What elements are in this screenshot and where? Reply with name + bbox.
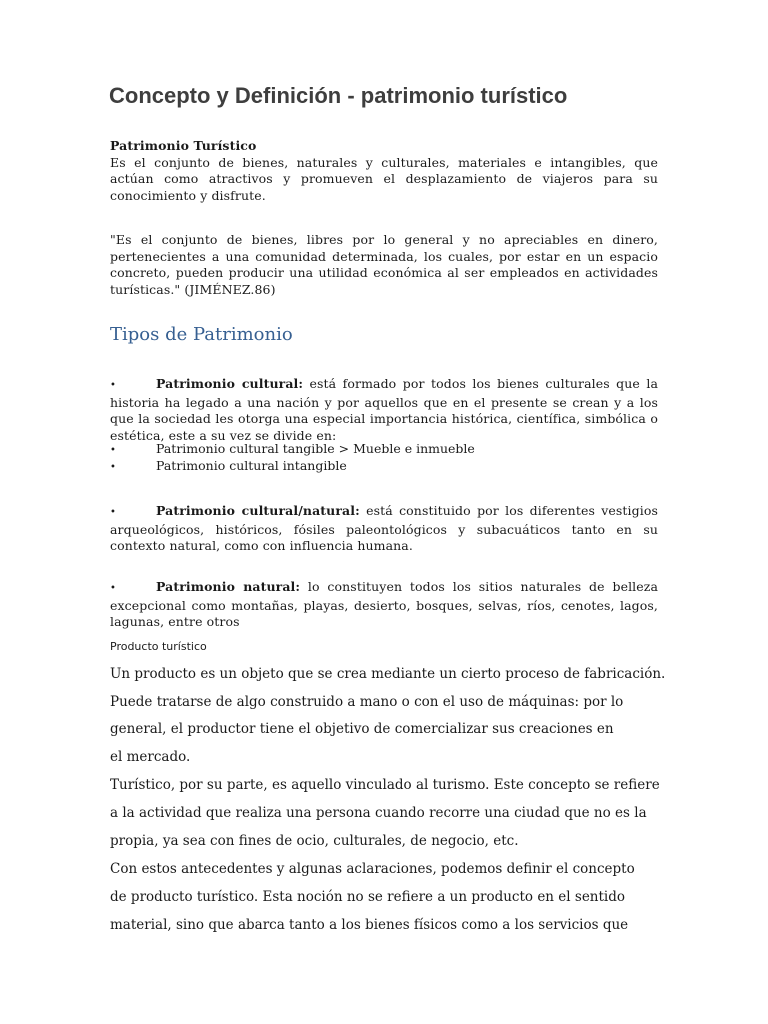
bullet-icon: • (110, 462, 116, 473)
sub-item-intangible (110, 458, 658, 477)
sub-item-label: Patrimonio cultural tangible > Mueble e inmueble (156, 441, 475, 456)
definition-body: Es el conjunto de bienes, naturales y culturales, materiales e intangibles, que actúan como atractivos y promueven el desplazamiento de viajeros para su conocimiento y disfrute. (110, 154, 658, 203)
natural-label: Patrimonio natural: (156, 579, 301, 594)
bullet-icon: • (110, 507, 116, 518)
product-line: a la actividad que realiza una persona cuando recorre una ciudad que no es la (110, 805, 647, 821)
cultural-natural-item (110, 503, 658, 555)
bullet-icon: • (110, 583, 116, 594)
bullet-icon: • (110, 380, 116, 391)
definition-paragraph (110, 138, 658, 204)
product-line: el mercado. (110, 749, 191, 765)
product-line: Un producto es un objeto que se crea mediante un cierto proceso de fabricación. (110, 666, 666, 682)
cultural-label: Patrimonio cultural: (156, 376, 304, 391)
quote-paragraph: "Es el conjunto de bienes, libres por lo general y no apreciables en dinero, pertenecientes a una comunidad determinada, los cuales, por estar en un espacio concreto, pueden producir una utilidad económica al ser empleados en actividades turísticas." (JIMÉNEZ.86) (110, 232, 658, 297)
sub-item-tangible (110, 441, 658, 460)
product-line: Con estos antecedentes y algunas aclaraciones, podemos definir el concepto (110, 861, 635, 877)
product-line: propia, ya sea con fines de ocio, culturales, de negocio, etc. (110, 833, 519, 849)
cultural-natural-text: está constituido por los diferentes vestigios arqueológicos, históricos, fósiles paleontológicos y subacuáticos tanto en su contexto natural, como con influencia humana. (110, 503, 658, 553)
product-line: material, sino que abarca tanto a los bienes físicos como a los servicios que (110, 917, 629, 933)
sub-item-label: Patrimonio cultural intangible (156, 458, 347, 473)
cultural-item (110, 376, 658, 444)
product-heading: Producto turístico (110, 640, 207, 653)
product-line: Turístico, por su parte, es aquello vinculado al turismo. Este concepto se refiere (110, 777, 660, 793)
natural-text: lo constituyen todos los sitios naturales de belleza excepcional como montañas, playas, desierto, bosques, selvas, ríos, cenotes, lagos, lagunas, entre otros (110, 579, 658, 629)
natural-item (110, 579, 658, 631)
product-line: Puede tratarse de algo construido a mano o con el uso de máquinas: por lo (110, 694, 624, 710)
bullet-icon: • (110, 445, 116, 456)
product-line: de producto turístico. Esta noción no se refiere a un producto en el sentido (110, 889, 626, 905)
cultural-natural-label: Patrimonio cultural/natural: (156, 503, 360, 518)
cultural-text: está formado por todos los bienes culturales que la historia ha legado a una nación y por aquellos que en el presente se crean y a los que la sociedad les otorga una especial importancia histórica, científica, simbólica o estética, este a su vez se divide en: (110, 376, 659, 443)
product-line: general, el productor tiene el objetivo de comercializar sus creaciones en (110, 721, 614, 737)
definition-heading: Patrimonio Turístico (110, 138, 257, 153)
page-title: Concepto y Definición - patrimonio turístico (109, 83, 568, 108)
types-heading: Tipos de Patrimonio (110, 324, 293, 345)
